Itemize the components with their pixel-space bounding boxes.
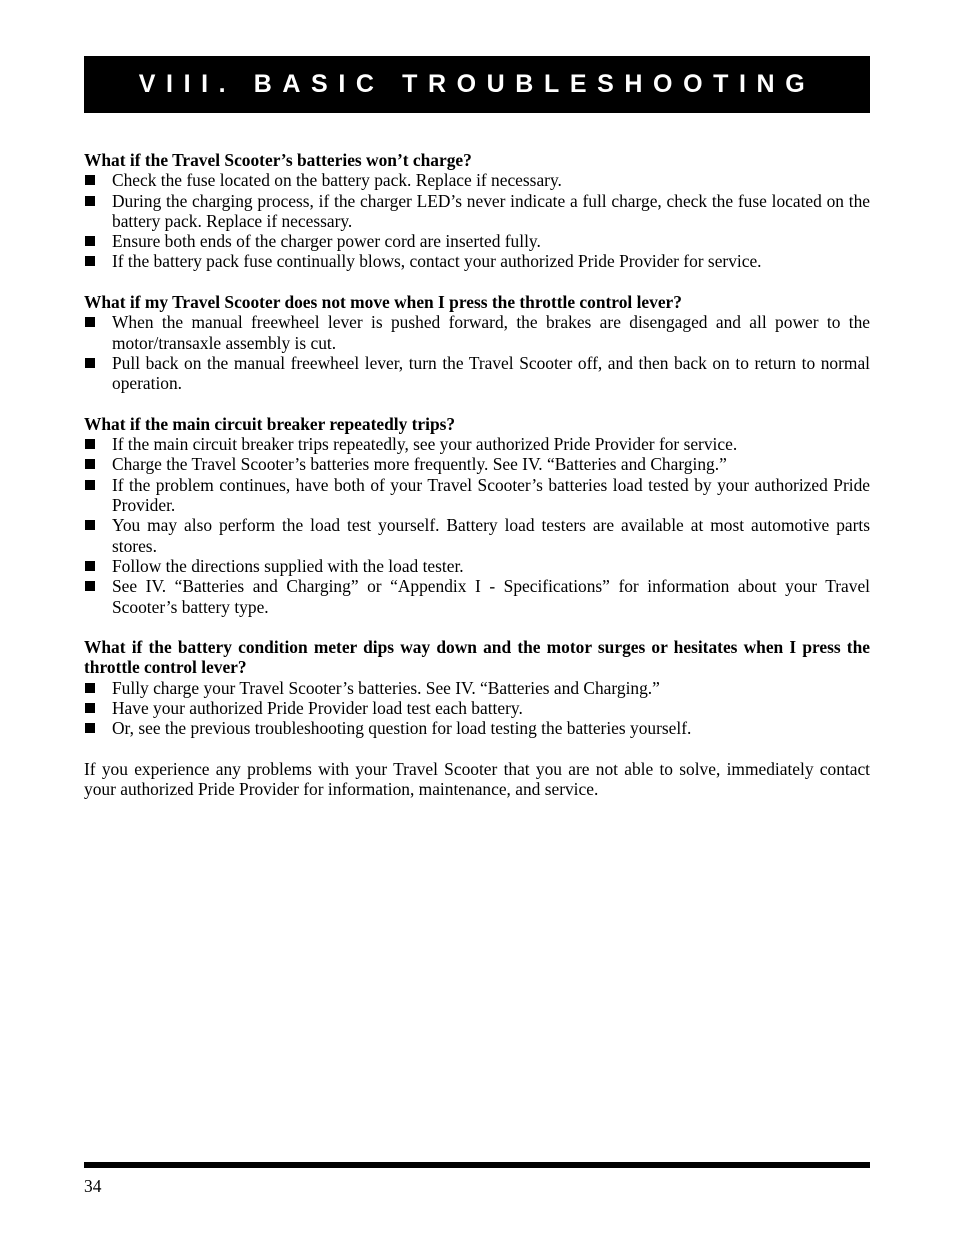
list-item-text: Pull back on the manual freewheel lever, turn the Travel Scooter off, and then back on to return to normal operation. — [112, 352, 870, 394]
list-item-text: Ensure both ends of the charger power cord are inserted fully. — [112, 231, 541, 252]
list-item — [84, 454, 870, 474]
section-battery-meter-dips — [84, 637, 870, 738]
closing-paragraph: If you experience any problems with your Travel Scooter that you are not able to solve, immediately contact your authorized Pride Provider for information, maintenance, and service. — [84, 758, 870, 800]
list-item-text: When the manual freewheel lever is pushed forward, the brakes are disengaged and all power to the motor/transaxle assembly is cut. — [112, 312, 870, 353]
square-bullet-icon — [85, 703, 95, 713]
section-circuit-breaker-trips — [84, 414, 870, 617]
list-item-text: If the main circuit breaker trips repeatedly, see your authorized Pride Provider for service. — [112, 434, 738, 455]
question-heading: What if the battery condition meter dips way down and the motor surges or hesitates when I press the throttle control lever? — [84, 637, 870, 678]
square-bullet-icon — [85, 317, 95, 327]
list-item-text: Check the fuse located on the battery pack. Replace if necessary. — [112, 170, 562, 191]
list-item-text: Follow the directions supplied with the load tester. — [112, 555, 464, 576]
chapter-title-bar — [84, 56, 870, 113]
list-item — [84, 353, 870, 394]
question-heading: What if the main circuit breaker repeatedly trips? — [84, 413, 456, 434]
square-bullet-icon — [85, 581, 95, 591]
list-item-text: Have your authorized Pride Provider load test each battery. — [112, 698, 523, 719]
list-item — [84, 515, 870, 556]
list-item-text: Fully charge your Travel Scooter’s batteries. See IV. “Batteries and Charging.” — [112, 677, 660, 698]
list-item — [84, 678, 870, 698]
square-bullet-icon — [85, 723, 95, 733]
square-bullet-icon — [85, 236, 95, 246]
footer-rule — [84, 1162, 870, 1168]
list-item — [84, 231, 870, 251]
list-item — [84, 475, 870, 516]
answer-list — [84, 678, 870, 739]
list-item — [84, 434, 870, 454]
list-item — [84, 698, 870, 718]
square-bullet-icon — [85, 196, 95, 206]
question-heading: What if the Travel Scooter’s batteries won’t charge? — [84, 150, 472, 170]
square-bullet-icon — [85, 256, 95, 266]
list-item — [84, 251, 870, 271]
list-item-text: If the battery pack fuse continually blows, contact your authorized Pride Provider for service. — [112, 251, 762, 272]
list-item — [84, 191, 870, 232]
square-bullet-icon — [85, 561, 95, 571]
list-item — [84, 718, 870, 738]
square-bullet-icon — [85, 520, 95, 530]
square-bullet-icon — [85, 480, 95, 490]
list-item-text: Charge the Travel Scooter’s batteries more frequently. See IV. “Batteries and Charging.” — [112, 454, 727, 475]
answer-list — [84, 312, 870, 393]
list-item-text: You may also perform the load test yourself. Battery load testers are available at most automotive parts stores. — [112, 515, 870, 556]
chapter-title: VIII. BASIC TROUBLESHOOTING — [138, 70, 816, 98]
square-bullet-icon — [85, 683, 95, 693]
list-item — [84, 312, 870, 353]
list-item-text: See IV. “Batteries and Charging” or “Appendix I - Specifications” for information about your Travel Scooter’s battery type. — [112, 576, 870, 617]
page-number: 34 — [84, 1176, 102, 1196]
section-scooter-does-not-move — [84, 292, 870, 393]
answer-list — [84, 170, 870, 271]
list-item-text: Or, see the previous troubleshooting question for load testing the batteries yourself. — [112, 718, 692, 739]
square-bullet-icon — [85, 439, 95, 449]
answer-list — [84, 434, 870, 617]
section-batteries-wont-charge — [84, 150, 870, 272]
list-item-text: If the problem continues, have both of your Travel Scooter’s batteries load tested by your authorized Pride Provider. — [112, 474, 870, 516]
question-heading: What if my Travel Scooter does not move when I press the throttle control lever? — [84, 292, 682, 313]
troubleshooting-content — [84, 150, 870, 800]
list-item — [84, 170, 870, 190]
list-item-text: During the charging process, if the charger LED’s never indicate a full charge, check the fuse located on the battery pack. Replace if necessary. — [112, 190, 870, 231]
list-item — [84, 576, 870, 617]
square-bullet-icon — [85, 358, 95, 368]
list-item — [84, 556, 870, 576]
square-bullet-icon — [85, 175, 95, 185]
square-bullet-icon — [85, 459, 95, 469]
